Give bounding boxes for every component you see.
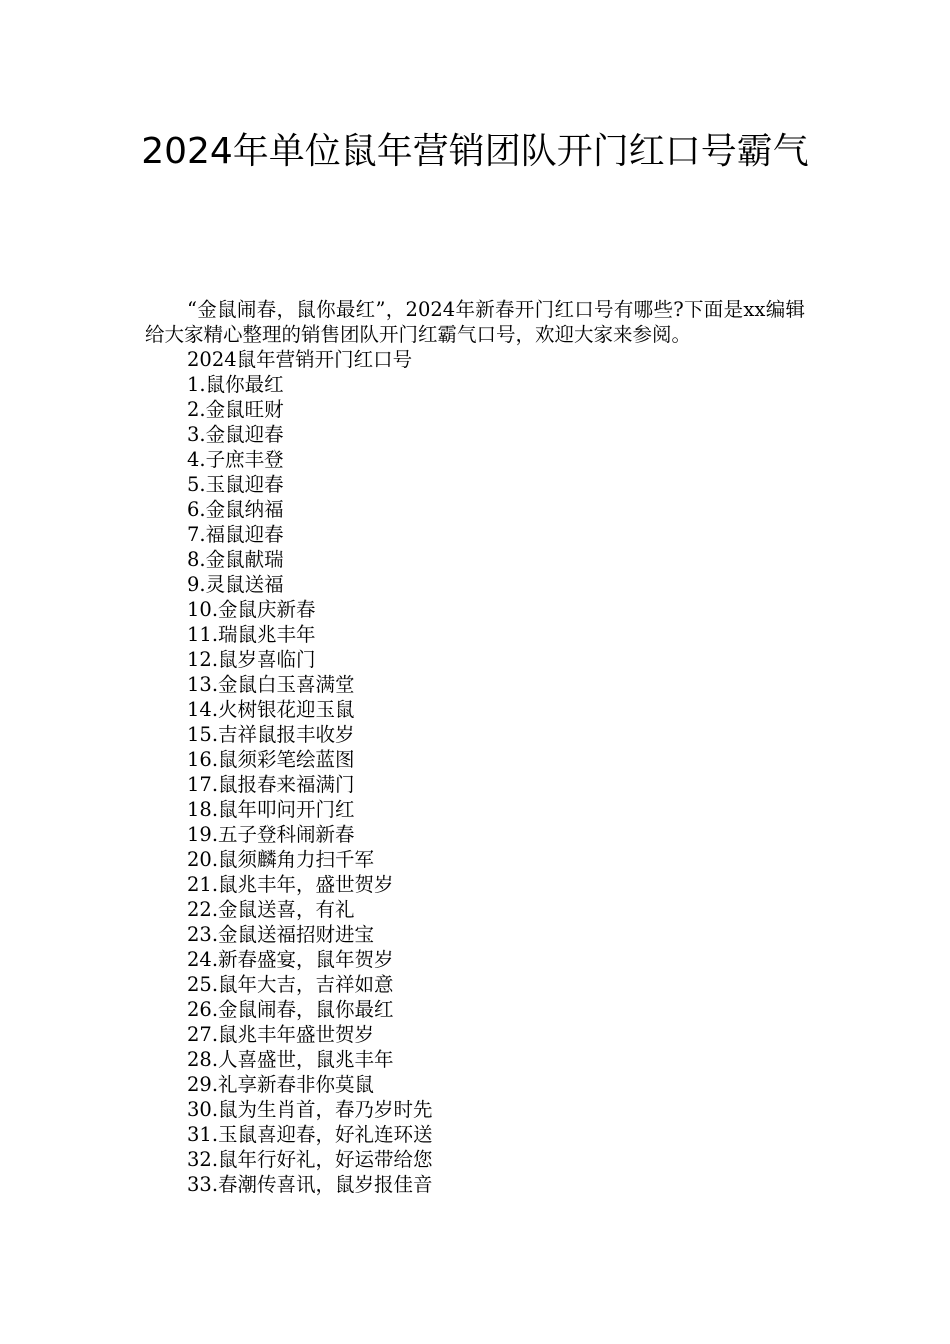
slogan-item: 14.火树银花迎玉鼠 — [187, 698, 355, 721]
slogan-item: 26.金鼠闹春，鼠你最红 — [187, 998, 394, 1021]
slogan-item: 6.金鼠纳福 — [187, 498, 284, 521]
slogan-item: 28.人喜盛世，鼠兆丰年 — [187, 1048, 394, 1071]
slogan-item: 1.鼠你最红 — [187, 373, 284, 396]
slogan-item: 20.鼠须麟角力扫千军 — [187, 848, 375, 871]
slogan-item: 9.灵鼠送福 — [187, 573, 284, 596]
slogan-item: 5.玉鼠迎春 — [187, 473, 284, 496]
slogan-item: 33.春潮传喜讯，鼠岁报佳音 — [187, 1173, 433, 1196]
slogan-item: 4.子庶丰登 — [187, 448, 284, 471]
document-body — [145, 297, 805, 1197]
slogan-list-heading: 2024鼠年营销开门红口号 — [187, 348, 413, 371]
slogan-item: 16.鼠须彩笔绘蓝图 — [187, 748, 355, 771]
slogan-item: 10.金鼠庆新春 — [187, 598, 316, 621]
slogan-item: 22.金鼠送喜，有礼 — [187, 898, 355, 921]
slogan-item: 11.瑞鼠兆丰年 — [187, 623, 316, 646]
slogan-item: 25.鼠年大吉，吉祥如意 — [187, 973, 394, 996]
slogan-item: 21.鼠兆丰年，盛世贺岁 — [187, 873, 394, 896]
slogan-item: 18.鼠年叩问开门红 — [187, 798, 355, 821]
slogan-item: 12.鼠岁喜临门 — [187, 648, 316, 671]
slogan-item: 13.金鼠白玉喜满堂 — [187, 673, 355, 696]
slogan-item: 17.鼠报春来福满门 — [187, 773, 355, 796]
slogan-item: 2.金鼠旺财 — [187, 398, 284, 421]
slogan-item: 31.玉鼠喜迎春，好礼连环送 — [187, 1123, 433, 1146]
slogan-item: 15.吉祥鼠报丰收岁 — [187, 723, 355, 746]
slogan-item: 30.鼠为生肖首，春乃岁时先 — [187, 1098, 433, 1121]
slogan-item: 19.五子登科闹新春 — [187, 823, 355, 846]
slogan-item: 8.金鼠献瑞 — [187, 548, 284, 571]
slogan-list — [145, 372, 805, 1197]
intro-paragraph: “金鼠闹春，鼠你最红”，2024年新春开门红口号有哪些?下面是xx编辑给大家精心整理的销售团队开门红霸气口号，欢迎大家来参阅。 — [145, 298, 805, 346]
slogan-item: 3.金鼠迎春 — [187, 423, 284, 446]
document-title: 2024年单位鼠年营销团队开门红口号霸气 — [141, 131, 809, 172]
slogan-item: 24.新春盛宴，鼠年贺岁 — [187, 948, 394, 971]
slogan-item: 23.金鼠送福招财进宝 — [187, 923, 375, 946]
slogan-item: 27.鼠兆丰年盛世贺岁 — [187, 1023, 375, 1046]
slogan-item: 29.礼享新春非你莫鼠 — [187, 1073, 375, 1096]
slogan-item: 32.鼠年行好礼，好运带给您 — [187, 1148, 433, 1171]
slogan-item: 7.福鼠迎春 — [187, 523, 284, 546]
